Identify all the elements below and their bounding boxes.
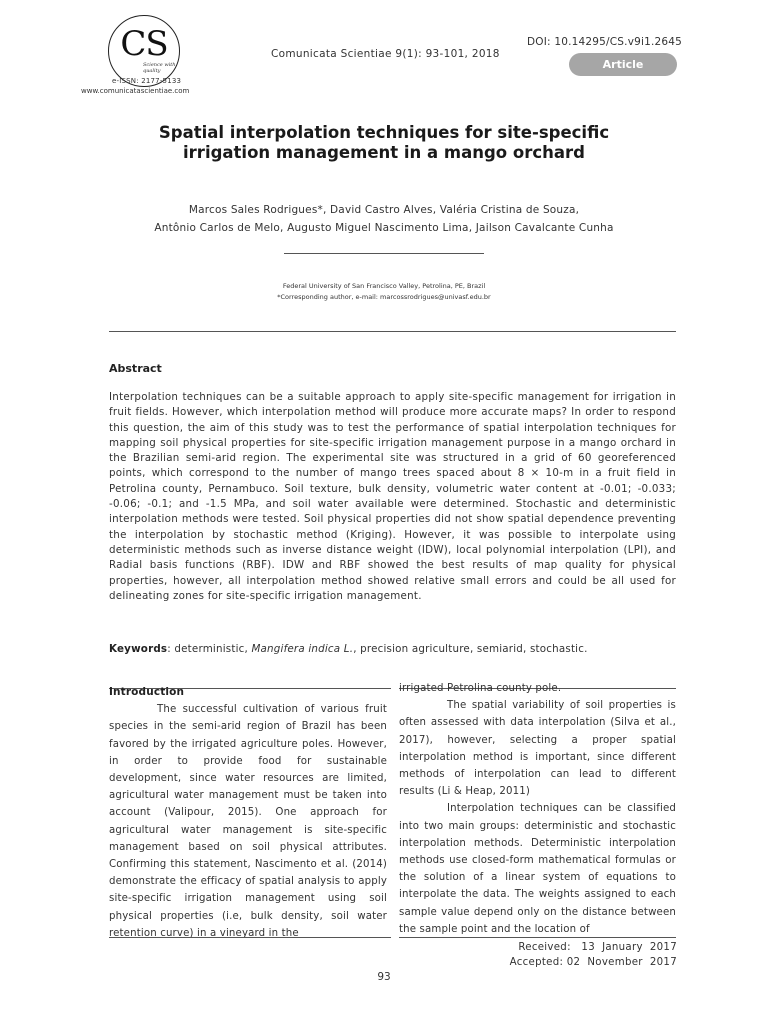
received-date: Received: 13 January 2017	[518, 942, 677, 953]
page-number: 93	[377, 971, 391, 983]
left-column-bottom-rule	[109, 937, 391, 938]
left-column	[109, 684, 387, 942]
corresponding-author: *Corresponding author, e-mail: marcossrodrigues@univasf.edu.br	[277, 293, 491, 301]
abstract-heading: Abstract	[109, 362, 162, 375]
keywords-text: : deterministic,	[167, 643, 252, 655]
header-divider	[109, 331, 676, 332]
title-line: Spatial interpolation techniques for site-specific	[158, 123, 610, 142]
journal-website[interactable]: www.comunicatascientiae.com	[81, 87, 190, 95]
introduction-paragraph: The successful cultivation of various fruit species in the semi-arid region of Brazil has been favored by the irrigated agriculture poles. However, in order to provide food for sustainable development, since water resources are limited, agricultural water management must be taken into account (Valipour, 2015). One approach for agricultural water management is site-specific management based on soil physical attributes. Confirming this statement, Nascimento et al. (2014) demonstrate the efficacy of spatial analysis to apply site-specific irrigation management using soil physical properties (i.e, bulk density, soil water retention curve) in a vineyard in the	[109, 704, 387, 939]
keywords-text-end: , precision agriculture, semiarid, stochastic.	[353, 643, 588, 655]
author-list	[84, 201, 684, 237]
eissn: e-ISSN: 2177-5133	[112, 77, 182, 85]
continued-paragraph: irrigated Petrolina county pole.	[399, 683, 562, 694]
logo-tagline: Science with quality	[143, 62, 176, 74]
journal-reference: Comunicata Scientiae 9(1): 93-101, 2018	[271, 48, 500, 60]
keywords-species: Mangifera indica L.	[251, 643, 354, 655]
doi-link[interactable]: DOI: 10.14295/CS.v9i1.2645	[527, 36, 683, 48]
affiliation-line: Federal University of San Francisco Valley, Petrolina, PE, Brazil	[282, 282, 486, 290]
authors-line: Marcos Sales Rodrigues*, David Castro Alves, Valéria Cristina de Souza,	[188, 204, 580, 216]
right-column-bottom-rule	[399, 937, 676, 938]
submission-dates	[470, 941, 677, 970]
accepted-date: Accepted: 02 November 2017	[509, 956, 677, 968]
right-column	[399, 680, 676, 938]
authors-line: Antônio Carlos de Melo, Augusto Miguel Nascimento Lima, Jailson Cavalcante Cunha	[154, 222, 614, 234]
abstract-body: Interpolation techniques can be a suitable approach to apply site-specific management for irrigation in fruit fields. However, which interpolation method will produce more accurate maps? In order to respond this question, the aim of this study was to test the performance of spatial interpolation techniques for mapping soil physical properties for site-specific irrigation management purpose in a mango orchard in the Brazilian semi-arid region. The experimental site was structured in a grid of 60 georeferenced points, which correspond to the number of mango trees spaced about 8 × 10-m in a fruit field in Petrolina county, Pernambuco. Soil texture, bulk density, volumetric water content at -0.01; -0.033; -0.06; -0.1; and -1.5 MPa, and soil water available were determined. Stochastic and deterministic interpolation methods were tested. Soil physical properties did not show spatial dependence preventing the interpolation by stochastic method (Kriging). However, it was possible to interpolate using deterministic methods such as inverse distance weight (IDW), local polynomial interpolation (LPI), and Radial basis functions (RBF). IDW and RBF showed the best results of map quality for physical properties, however, all interpolation method showed relative small errors and could be all used for delineating zones for site-specific irrigation management.	[109, 391, 676, 602]
article-type-badge: Article	[569, 53, 677, 76]
paper-title	[84, 123, 684, 163]
keywords-label: Keywords	[109, 643, 168, 655]
keywords	[109, 642, 676, 657]
logo-text: CS	[120, 24, 168, 64]
body-paragraph: The spatial variability of soil properties is often assessed with data interpolation (Silva et al., 2017), however, selecting a proper spatial interpolation method is important, since different methods of interpolation can lead to different results (Li & Heap, 2011)	[399, 700, 676, 798]
body-paragraph: Interpolation techniques can be classified into two main groups: deterministic and stochastic interpolation methods. Deterministic interpolation methods use closed-form mathematical formulas or the solution of a linear system of equations to interpolate the data. The weights assigned to each sample value depend only on the distance between the sample point and the location of	[399, 803, 676, 935]
title-line: irrigation management in a mango orchard	[183, 143, 585, 162]
affiliation	[84, 281, 684, 303]
introduction-heading: Introduction	[109, 686, 185, 698]
author-divider	[284, 253, 484, 254]
